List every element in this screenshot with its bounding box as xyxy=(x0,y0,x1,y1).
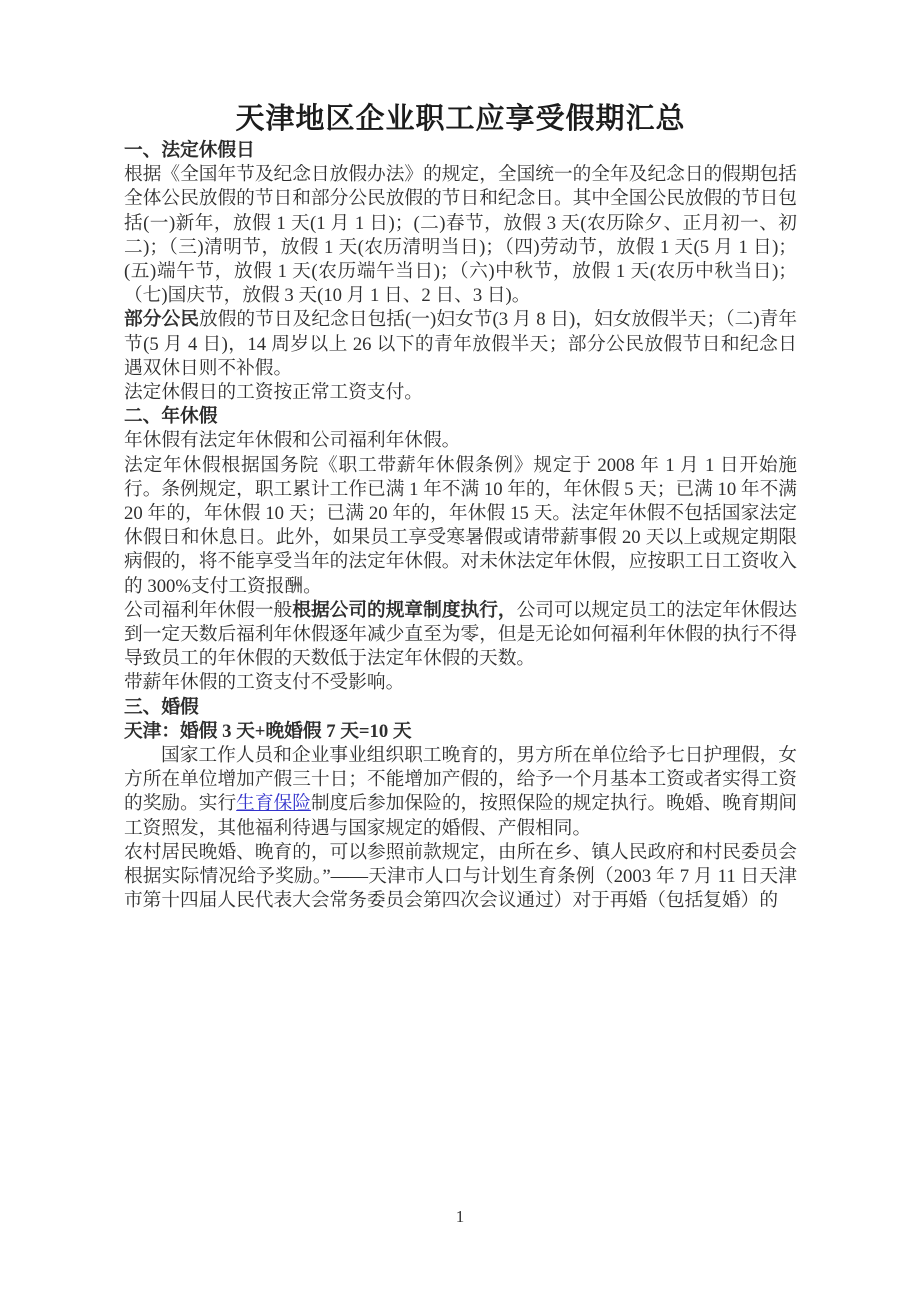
late-childbirth-rest: 制度后参加保险的，按照保险的规定执行。晚婚、晚育期间工资照发，其他福利待遇与国家规定的婚假、产假相同。 xyxy=(124,793,798,839)
partial-citizens-bold-lead: 部分公民 xyxy=(124,309,199,331)
heading-statutory-holidays: 一、法定休假日 xyxy=(124,140,255,161)
para-partial-citizens xyxy=(124,308,797,381)
subheading-tianjin-marriage-formula: 天津：婚假 3 天+晚婚假 7 天=10 天 xyxy=(124,720,412,742)
para-annual-leave-types: 年休假有法定年休假和公司福利年休假。 xyxy=(124,430,461,452)
document-title: 天津地区企业职工应享受假期汇总 xyxy=(235,103,686,135)
para-company-annual-leave xyxy=(124,599,797,672)
para-statutory-pay: 法定休假日的工资按正常工资支付。 xyxy=(124,382,423,404)
company-annual-leave-bold: 根据公司的规章制度执行， xyxy=(292,599,517,621)
para-rural-residents: 农村居民晚婚、晚育的，可以参照前款规定，由所在乡、镇人民政府和村民委员会根据实际情况给予奖励。”——天津市人口与计划生育条例（2003 年 7 月 11 日天津市第十四届人民代表大会常务委员会第四次会议通过）对于再婚（包括复婚）的 xyxy=(124,841,797,912)
maternity-insurance-link[interactable]: 生育保险 xyxy=(236,793,311,815)
partial-citizens-text: 放假的节日及纪念日包括(一)妇女节(3 月 8 日)，妇女放假半天；（二)青年节(5 月 4 日)，14 周岁以上 26 以下的青年放假半天；部分公民放假节日和纪念日遇双休日则不补假。 xyxy=(124,309,798,379)
para-late-childbirth xyxy=(124,744,797,841)
company-annual-leave-rest: 公司可以规定员工的法定年休假达到一定天数后福利年休假逐年减少直至为零，但是无论如何福利年休假的执行不得导致员工的年休假的天数低于法定年休假的天数。 xyxy=(124,599,798,670)
page-number: 1 xyxy=(455,1207,465,1226)
para-paid-annual-leave-pay: 带薪年休假的工资支付不受影响。 xyxy=(124,672,405,694)
para-statutory-intro: 根据《全国年节及纪念日放假办法》的规定，全国统一的全年及纪念日的假期包括全体公民放假的节日和部分公民放假的节日和纪念日。其中全国公民放假的节日包括(一)新年，放假 1 天(1 月 1 日)；(二)春节，放假 3 天(农历除夕、正月初一、初二)；（三)清明节，放假 1 天(农历清明当日)；（四)劳动节，放假 1 天(5 月 1 日)；(五)端午节，放假 1 天(农历端午当日)；（六)中秋节，放假 1 天(农历中秋当日)；（七)国庆节，放假 3 天(10 月 1 日、2 日、3 日)。 xyxy=(124,164,797,307)
heading-marriage-leave: 三、婚假 xyxy=(124,696,199,718)
heading-annual-leave: 二、年休假 xyxy=(124,406,218,428)
para-statutory-annual-leave: 法定年休假根据国务院《职工带薪年休假条例》规定于 2008 年 1 月 1 日开始施行。条例规定，职工累计工作已满 1 年不满 10 年的，年休假 5 天；已满 10 年不满 20 年的，年休假 10 天；已满 20 年的，年休假 15 天。法定年休假不包括国家法定休假日和休息日。此外，如果员工享受寒暑假或请带薪事假 20 天以上或规定期限病假的，将不能享受当年的法定年休假。对未休法定年休假，应按职工日工资收入的 300%支付工资报酬。 xyxy=(124,454,797,597)
late-childbirth-lead: 国家工作人员和企业事业组织职工晚育的，男方所在单位给予七日护理假，女方所在单位增加产假三十日；不能增加产假的，给予一个月基本工资或者实得工资的奖励。实行 xyxy=(124,745,797,815)
company-annual-leave-lead: 公司福利年休假一般 xyxy=(124,599,293,621)
